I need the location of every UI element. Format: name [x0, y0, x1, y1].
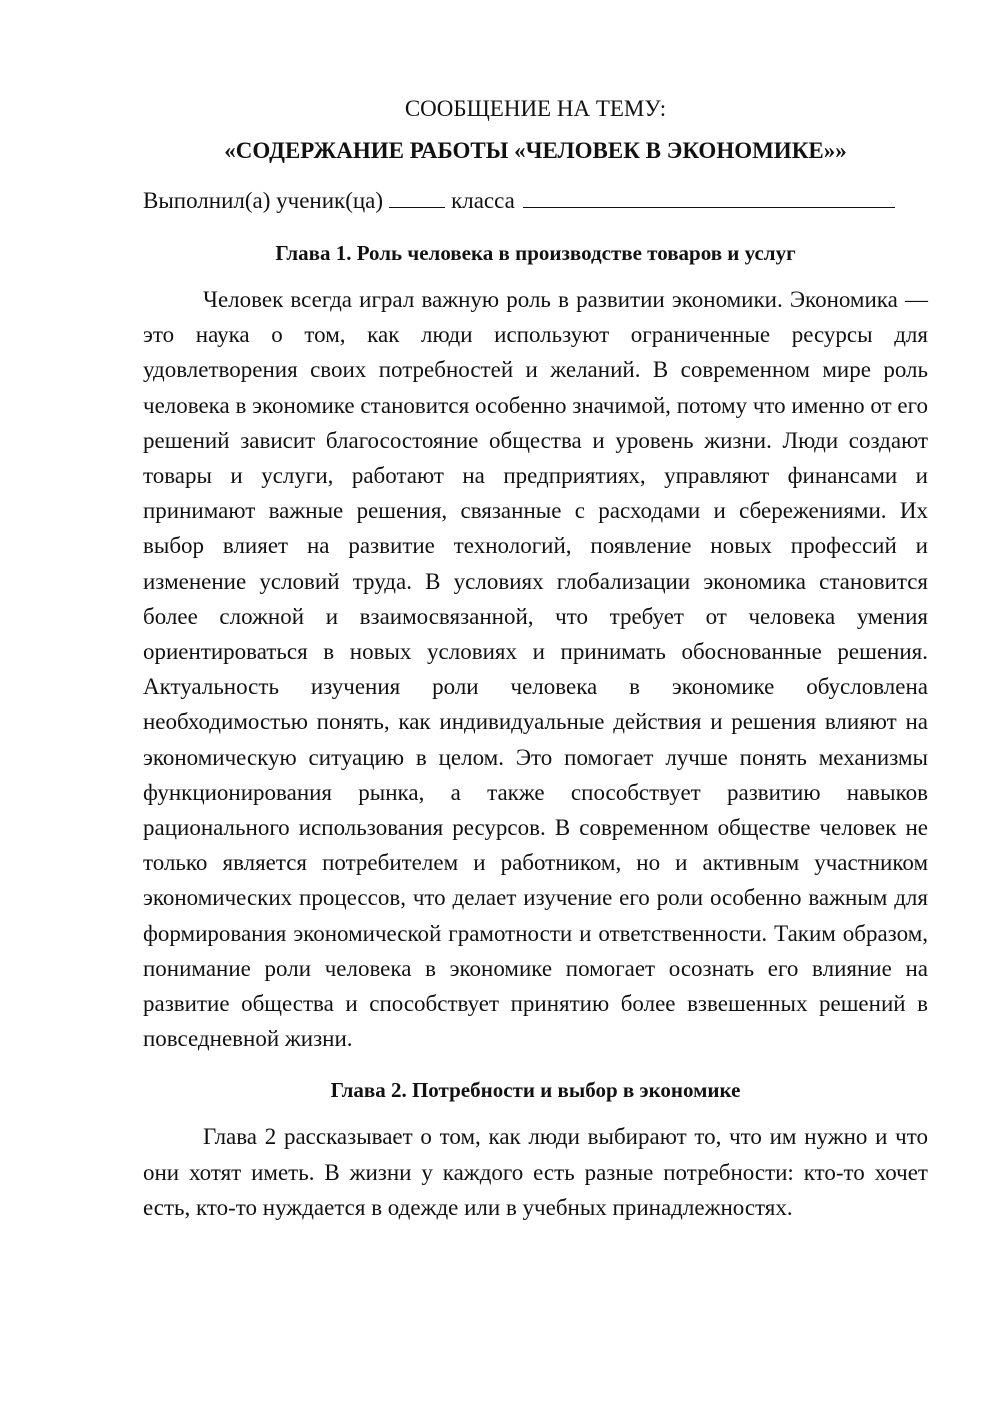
- byline-class-label: класса: [451, 188, 515, 213]
- chapter-1-heading: Глава 1. Роль человека в производстве товаров и услуг: [275, 241, 796, 265]
- class-blank-line: [523, 185, 895, 208]
- byline-student-label: Выполнил(а) ученик(ца): [143, 188, 384, 213]
- document-body: [143, 92, 928, 1242]
- grade-blank-line: [389, 185, 445, 208]
- chapter-2-paragraph: Глава 2 рассказывает о том, как люди выбирают то, что им нужно и что они хотят иметь. В жизни у каждого есть разные потребности: кто-то хочет есть, кто-то нуждается в одежде или в учебных принадлежностях.: [143, 1124, 928, 1220]
- author-byline: [143, 184, 928, 218]
- chapter-2-heading: Глава 2. Потребности и выбор в экономике: [330, 1078, 741, 1103]
- chapter-1-paragraph: Человек всегда играл важную роль в развитии экономики. Экономика — это наука о том, как люди используют ограниченные ресурсы для удовлетворения своих потребностей и желаний. В современном мире роль человека в экономике становится особенно значимой, потому что именно от его решений зависит благосостояние общества и уровень жизни. Люди создают товары и услуги, работают на предприятиях, управляют финансами и принимают важные решения, связанные с расходами и сбережениями. Их выбор влияет на развитие технологий, появление новых профессий и изменение условий труда. В условиях глобализации экономика становится более сложной и взаимосвязанной, что требует от человека умения ориентироваться в новых условиях и принимать обоснованные решения. Актуальность изучения роли человека в экономике обусловлена необходимостью понять, как индивидуальные действия и решения влияют на экономическую ситуацию в целом. Это помогает лучше понять механизмы функционирования рынка, а также способствует развитию навыков рационального использования ресурсов. В современном обществе человек не только является потребителем и работником, но и активным участником экономических процессов, что делает изучение его роли особенно важным для формирования экономической грамотности и ответственности. Таким образом, понимание роли человека в экономике помогает осознать его влияние на развитие общества и способствует принятию более взвешенных решений в повседневной жизни.: [143, 287, 928, 1052]
- document-title-line1: СООБЩЕНИЕ НА ТЕМУ:: [404, 96, 667, 121]
- document-title-topic: «СОДЕРЖАНИЕ РАБОТЫ «ЧЕЛОВЕК В ЭКОНОМИКЕ»»: [224, 138, 847, 163]
